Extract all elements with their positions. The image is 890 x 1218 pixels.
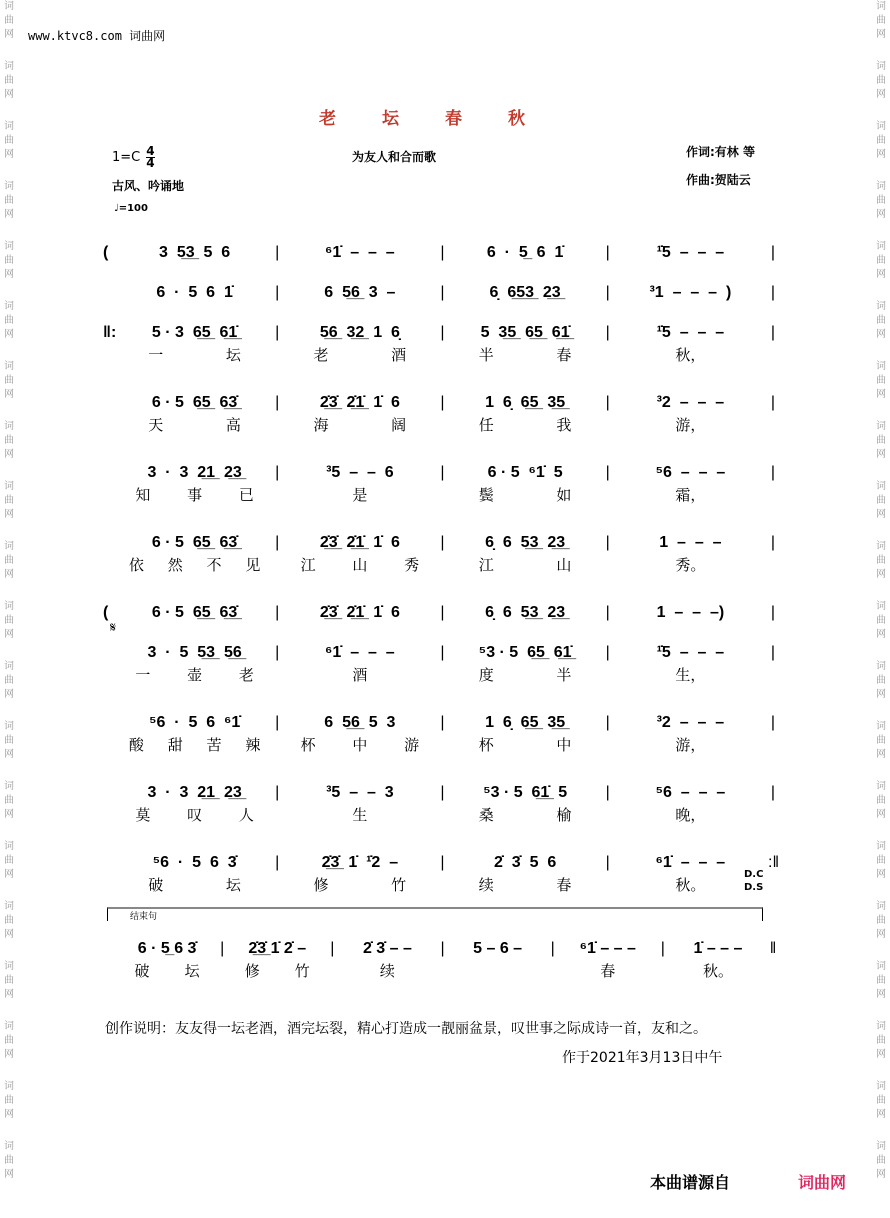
bar-line: | [440, 604, 445, 621]
watermark-text: 词 曲 网 [4, 301, 14, 340]
bar-line: | [770, 324, 776, 341]
lyric-char: 天 [148, 416, 164, 434]
bar-line: | [605, 714, 610, 731]
dc-mark: D.C [744, 869, 764, 880]
lyric-char: 破 [134, 962, 150, 980]
lyrics-measure [448, 414, 603, 435]
lyrics-measure [448, 960, 548, 981]
measure: ⁵6 · 5 6 3̇ [152, 854, 237, 871]
lyric-char: 秋。 [675, 876, 706, 894]
watermark-text: 词 曲 网 [4, 1, 14, 40]
measure: 6 · 5̲ 6 1̇ [486, 244, 564, 261]
lyrics-row [103, 414, 778, 435]
measure: ⁶1̇ – – – [325, 644, 395, 661]
watermark-text: 词 曲 网 [4, 781, 14, 820]
time-den: 4 [146, 156, 155, 170]
lyric-char: 生， [675, 666, 706, 684]
lyrics-measure [117, 344, 272, 365]
watermark-text: 词 曲 网 [876, 361, 886, 400]
watermark-text: 词 曲 网 [4, 241, 14, 280]
lyrics-measure [117, 734, 272, 755]
measure: 6 · 5 6̲5̲ 6̲3̲̇ [151, 394, 238, 411]
watermark-right [874, 0, 888, 1200]
measure: ⁶1̇ – – – [579, 940, 636, 957]
lyric-char: 如 [556, 486, 572, 504]
bar-line: | [275, 604, 280, 621]
lyric-char: 生 [352, 806, 368, 824]
lyrics-measure [448, 554, 603, 575]
bar-line: | [770, 464, 776, 481]
lyric-char: 老 [313, 346, 329, 364]
lyric-char: 半 [556, 666, 572, 684]
measure: 6 · 5 6̲5̲ 6̲3̲̇ [151, 534, 238, 551]
measure: 1 – – – [659, 534, 722, 551]
lyrics-measure [613, 414, 768, 435]
notation-row [103, 642, 778, 664]
measure: 6̣ 6 5̲3̲ 2̲3̲ [485, 534, 566, 551]
notation-row [103, 938, 778, 960]
lyric-char: 见 [245, 556, 261, 574]
lyric-char: 春 [556, 876, 572, 894]
watermark-text: 词 曲 网 [4, 421, 14, 460]
watermark-text: 词 曲 网 [876, 181, 886, 220]
watermark-text: 词 曲 网 [876, 1, 886, 40]
measure: 1̇ – – – [693, 940, 743, 957]
lyrics-measure [117, 554, 272, 575]
measure: ³5 – – 6 [326, 464, 394, 481]
watermark-text: 词 曲 网 [876, 661, 886, 700]
bar-line: | [605, 604, 610, 621]
watermark-left [2, 0, 16, 1200]
watermark-text: 词 曲 网 [4, 961, 14, 1000]
lyric-char: 中 [556, 736, 572, 754]
measure: ³1 – – – ) [649, 284, 732, 301]
lyric-char: 竹 [294, 962, 310, 980]
measure: 6 5̲6̲ 3 – [324, 284, 396, 301]
lyrics-measure [117, 874, 272, 895]
bar-line: | [770, 644, 776, 661]
watermark-text: 词 曲 网 [4, 841, 14, 880]
song-title: 老坛春秋 [319, 109, 571, 129]
measure: 3 5̲3̲ 5 6 [159, 244, 231, 261]
bar-line: | [440, 394, 445, 411]
measure: 6 5̲6̲ 5 3 [324, 714, 396, 731]
lyrics-measure [613, 804, 768, 825]
bar-line: | [220, 940, 225, 957]
lyric-char: 莫 [135, 806, 151, 824]
row-prefix: ( [103, 244, 109, 261]
watermark-text: 词 曲 网 [4, 901, 14, 940]
site-header[interactable]: www.ktvc8.com 词曲网 [28, 29, 166, 43]
measure: 3 · 3 2̲1̲ 2̲3̲ [147, 464, 242, 481]
bar-line: | [770, 284, 776, 301]
row-prefix: ‖: [103, 324, 117, 341]
measure: ¹̇5 – – – [656, 324, 725, 341]
measure: 5̲6̲ 3̲2̲ 1 6̣ [319, 324, 400, 341]
lyrics-measure [448, 874, 603, 895]
lyrics-row [103, 960, 778, 981]
lyric-char: 中 [352, 736, 368, 754]
watermark-text: 词 曲 网 [876, 1081, 886, 1120]
lyric-char: 叹 [187, 806, 203, 824]
measure: ⁵6 · 5 6 ⁶1̇ [148, 714, 241, 731]
lyric-char: 依 [128, 556, 144, 574]
lyric-char: 晚， [675, 806, 706, 824]
bar-line: | [275, 854, 280, 871]
ending-bracket [107, 907, 763, 921]
lyrics-measure [282, 554, 437, 575]
lyric-char: 桑 [478, 806, 494, 824]
watermark-text: 词 曲 网 [4, 181, 14, 220]
measure: 2̲̇3̲̇ 2̲̇1̲̇ 1̇ 6 [319, 604, 400, 621]
bar-line: | [275, 244, 280, 261]
lyrics-measure [117, 484, 272, 505]
lyric-char: 不 [206, 556, 222, 574]
watermark-text: 词 曲 网 [876, 781, 886, 820]
bar-line: | [605, 534, 610, 551]
row-prefix: ( [103, 604, 109, 621]
bar-line: | [605, 854, 610, 871]
watermark-text: 词 曲 网 [4, 1141, 14, 1180]
measure: 6̣ 6̲5̲3̲ 2̲3̲ [489, 284, 561, 301]
lyric-char: 老 [238, 666, 254, 684]
watermark-text: 词 曲 网 [4, 1021, 14, 1060]
bar-line: | [770, 784, 776, 801]
bar-line: | [440, 854, 445, 871]
lyrics-measure [613, 344, 768, 365]
creation-date: 作于2021年3月13日中午 [562, 1050, 723, 1066]
watermark-text: 词 曲 网 [876, 301, 886, 340]
notation-row [103, 242, 778, 264]
bar-line: | [770, 394, 776, 411]
measure: 2̲̇3̲̇ 1̇ 2̇ – [248, 940, 307, 957]
lyric-char: 秋， [675, 346, 706, 364]
bar-line: | [275, 324, 280, 341]
lyric-char: 修 [244, 962, 260, 980]
lyrics-measure [448, 734, 603, 755]
measure: ¹̇5 – – – [656, 644, 725, 661]
bar-line: | [440, 534, 445, 551]
lyrics-measure [117, 804, 272, 825]
measure: 1 6̣ 6̲5̲ 3̲5̲ [485, 714, 566, 731]
lyrics-measure [448, 344, 603, 365]
lyrics-measure [282, 734, 437, 755]
measure: 2̇ 3̇ – – [362, 940, 412, 957]
ending-label: 结束句 [130, 912, 158, 922]
lyrics-measure [282, 484, 437, 505]
watermark-text: 词 曲 网 [876, 421, 886, 460]
lyric-char: 一 [135, 666, 151, 684]
measure: 5 – 6 – [473, 940, 523, 957]
lyric-char: 秀 [404, 556, 420, 574]
lyric-char: 一 [148, 346, 164, 364]
lyric-char: 人 [238, 806, 254, 824]
watermark-text: 词 曲 网 [876, 601, 886, 640]
lyric-char: 竹 [391, 876, 407, 894]
lyrics-measure [282, 414, 437, 435]
subtitle: 为友人和合而歌 [352, 150, 437, 164]
lyrics-row [103, 344, 778, 365]
notation-row [103, 282, 778, 304]
lyrics-measure [282, 874, 437, 895]
watermark-text: 词 曲 网 [876, 1141, 886, 1180]
bar-line: | [605, 394, 610, 411]
lyric-char: 知 [135, 486, 151, 504]
lyric-char: 游， [675, 736, 706, 754]
watermark-text: 词 曲 网 [876, 1021, 886, 1060]
lyric-char: 鬓 [478, 486, 494, 504]
lyric-char: 壶 [187, 666, 203, 684]
bar-line: | [275, 644, 280, 661]
bar-line: | [770, 714, 776, 731]
watermark-text: 词 曲 网 [4, 61, 14, 100]
watermark-text: 词 曲 网 [4, 541, 14, 580]
segno-icon: 𝄋 [110, 620, 117, 636]
lyric-char: 度 [478, 666, 494, 684]
measure: 2̲̇3̲̇ 2̲̇1̲̇ 1̇ 6 [319, 534, 400, 551]
lyrics-measure [117, 414, 272, 435]
lyrics-row [103, 554, 778, 575]
lyric-char: 续 [478, 876, 494, 894]
measure: ³2 – – – [656, 394, 725, 411]
time-num: 4 [146, 144, 155, 158]
lyric-char: 游， [675, 416, 706, 434]
lyrics-measure [282, 344, 437, 365]
creation-note: 创作说明：友友得一坛老酒，酒完坛裂，精心打造成一靓丽盆景，叹世事之际成诗一首，友和之。 [105, 1021, 707, 1037]
bar-line: | [440, 940, 445, 957]
notation-row [103, 462, 778, 484]
lyric-char: 山 [352, 556, 368, 574]
lyric-char: 酒 [391, 346, 407, 364]
lyric-char: 榆 [556, 806, 572, 824]
bar-line: | [275, 534, 280, 551]
bar-line: | [275, 284, 280, 301]
lyrics-measure [613, 484, 768, 505]
performance-style: 古风、吟诵地 [112, 179, 185, 193]
lyric-char: 杯 [300, 736, 316, 754]
lyrics-row [103, 664, 778, 685]
bar-line: | [550, 940, 555, 957]
lyrics-measure [613, 734, 768, 755]
lyrics-measure [448, 664, 603, 685]
measure: ³2 – – – [656, 714, 725, 731]
measure: ⁵6 – – – [655, 464, 726, 481]
lyric-char: 坛 [225, 346, 241, 364]
measure: 6 · 5 ⁶1̇ 5 [487, 464, 563, 481]
lyrics-row [103, 874, 778, 895]
bar-line: | [440, 644, 445, 661]
source-link[interactable]: 词曲网 [798, 1173, 847, 1192]
lyrics-measure [227, 960, 327, 981]
lyric-char: 事 [187, 486, 203, 504]
lyric-char: 江 [300, 556, 316, 574]
bar-line: | [440, 464, 445, 481]
lyrics-measure [117, 664, 272, 685]
measure: 6 · 5 6 1̇ [156, 284, 233, 301]
measure: ⁵3 · 5 6̲5̲ 6̲1̲̇ [478, 644, 572, 661]
lyric-char: 高 [225, 416, 241, 434]
lyric-char: 破 [148, 876, 164, 894]
bar-line: | [605, 464, 610, 481]
watermark-text: 词 曲 网 [4, 721, 14, 760]
measure: 6̣ 6 5̲3̲ 2̲3̲ [485, 604, 566, 621]
watermark-text: 词 曲 网 [876, 961, 886, 1000]
measure: 2̲̇3̲̇ 2̲̇1̲̇ 1̇ 6 [319, 394, 400, 411]
lyrics-measure [117, 960, 217, 981]
lyric-char: 续 [379, 962, 395, 980]
lyric-char: 江 [478, 556, 494, 574]
watermark-text: 词 曲 网 [4, 481, 14, 520]
lyric-char: 阔 [391, 416, 407, 434]
lyric-char: 酒 [352, 666, 368, 684]
lyrics-measure [668, 960, 768, 981]
notation-row [103, 712, 778, 734]
lyric-char: 然 [167, 556, 183, 574]
watermark-text: 词 曲 网 [876, 541, 886, 580]
bar-line: | [275, 714, 280, 731]
bar-line: | [275, 394, 280, 411]
lyric-char: 任 [478, 416, 494, 434]
measure: 6 · 5̲ 6 3̇ [137, 940, 197, 957]
time-signature [146, 146, 154, 169]
lyric-char: 修 [313, 876, 329, 894]
lyrics-measure [282, 804, 437, 825]
lyric-char: 半 [478, 346, 494, 364]
bar-line: | [275, 784, 280, 801]
lyrics-row [103, 484, 778, 505]
lyric-char: 坛 [225, 876, 241, 894]
measure: ³5 – – 3 [326, 784, 394, 801]
bar-line: | [770, 604, 776, 621]
lyrics-measure [448, 484, 603, 505]
bar-line: | [605, 244, 610, 261]
bar-line: | [440, 714, 445, 731]
bar-line: | [605, 644, 610, 661]
lyrics-row [103, 734, 778, 755]
composer: 作曲:贺陆云 [686, 173, 751, 187]
bar-line: | [770, 534, 776, 551]
bar-line: | [275, 464, 280, 481]
measure: ⁶1̇ – – – [325, 244, 395, 261]
lyric-char: 秀。 [675, 556, 706, 574]
bar-line: | [605, 784, 610, 801]
tempo-mark: ♩=100 [114, 203, 148, 214]
key: 1=C [112, 150, 141, 165]
bar-line: | [605, 324, 610, 341]
watermark-text: 词 曲 网 [876, 121, 886, 160]
notation-row [103, 782, 778, 804]
notation-row [103, 322, 778, 344]
lyric-char: 坛 [184, 962, 200, 980]
measure: 1 – – –) [656, 604, 725, 621]
lyric-char: 甜 [167, 736, 183, 754]
lyric-char: 酸 [128, 736, 144, 754]
bar-line: :‖ [768, 854, 780, 871]
measure: ⁵6 – – – [655, 784, 726, 801]
watermark-text: 词 曲 网 [876, 481, 886, 520]
lyrics-measure [558, 960, 658, 981]
bar-line: ‖ [769, 940, 777, 957]
watermark-text: 词 曲 网 [876, 241, 886, 280]
measure: 2̲̇3̲̇ 1̇ ¹̇2 – [321, 854, 399, 871]
bar-line: | [330, 940, 335, 957]
notation-row [103, 852, 778, 874]
watermark-text: 词 曲 网 [4, 661, 14, 700]
bar-line: | [660, 940, 665, 957]
lyric-char: 我 [556, 416, 572, 434]
watermark-text: 词 曲 网 [876, 901, 886, 940]
measure: 6 · 5 6̲5̲ 6̲3̲̇ [151, 604, 238, 621]
lyrics-measure [448, 804, 603, 825]
lyric-char: 辣 [245, 736, 261, 754]
lyrics-measure [282, 664, 437, 685]
measure: 3 · 5 5̲3̲ 5̲6̲ [147, 644, 242, 661]
lyrics-measure [613, 664, 768, 685]
lyric-char: 游 [404, 736, 420, 754]
lyric-char: 春 [556, 346, 572, 364]
measure: ⁵3 · 5 6̲1̲̇ 5 [483, 784, 568, 801]
measure: ¹̇5 – – – [656, 244, 725, 261]
measure: 1 6̣ 6̲5̲ 3̲5̲ [485, 394, 566, 411]
measure: 3 · 3 2̲1̲ 2̲3̲ [147, 784, 242, 801]
bar-line: | [605, 284, 610, 301]
lyrics-row [103, 804, 778, 825]
watermark-text: 词 曲 网 [4, 601, 14, 640]
watermark-text: 词 曲 网 [876, 721, 886, 760]
lyrics-measure [613, 554, 768, 575]
lyric-char: 已 [238, 486, 254, 504]
notation-row [103, 392, 778, 414]
watermark-text: 词 曲 网 [876, 841, 886, 880]
key-signature [112, 146, 155, 169]
notation-row [103, 602, 778, 624]
lyrics-measure [337, 960, 437, 981]
lyric-char: 海 [313, 416, 329, 434]
lyric-char: 春 [600, 962, 616, 980]
notation-row [103, 532, 778, 554]
watermark-text: 词 曲 网 [4, 1081, 14, 1120]
measure: 2̇ 3̇ 5 6 [493, 854, 557, 871]
measure: ⁶1̇ – – – [655, 854, 726, 871]
source-label: 本曲谱源自 [650, 1173, 731, 1192]
watermark-text: 词 曲 网 [876, 61, 886, 100]
lyric-char: 秋。 [702, 962, 733, 980]
bar-line: | [440, 244, 445, 261]
bar-line: | [440, 784, 445, 801]
lyricist: 作词:有林 等 [686, 145, 755, 159]
lyric-char: 苦 [206, 736, 222, 754]
lyric-char: 山 [556, 556, 572, 574]
lyric-char: 是 [352, 486, 368, 504]
watermark-text: 词 曲 网 [4, 121, 14, 160]
ds-mark: D.S [744, 882, 764, 893]
bar-line: | [440, 324, 445, 341]
bar-line: | [770, 244, 776, 261]
measure: 5 3̲5̲ 6̲5̲ 6̲1̲̇ [480, 324, 570, 341]
measure: 5 · 3 6̲5̲ 6̲1̲̇ [151, 324, 238, 341]
watermark-text: 词 曲 网 [4, 361, 14, 400]
bar-line: | [440, 284, 445, 301]
lyric-char: 杯 [478, 736, 494, 754]
lyrics-measure [613, 874, 768, 895]
lyric-char: 霜， [675, 486, 706, 504]
